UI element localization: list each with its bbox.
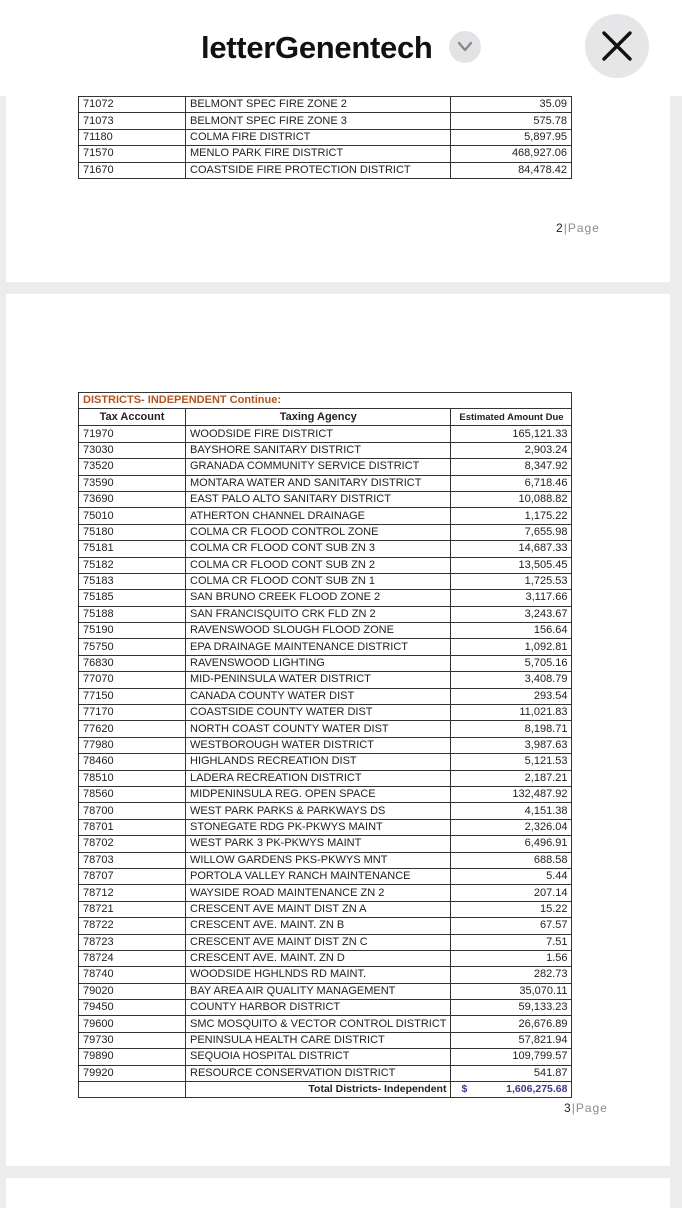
top-bar (0, 0, 682, 96)
taxing-agency-cell: WEST PARK 3 PK-PKWYS MAINT (186, 836, 451, 852)
column-header-taxing-agency: Taxing Agency (186, 409, 451, 426)
taxing-agency-cell: WESTBOROUGH WATER DISTRICT (186, 737, 451, 753)
total-currency: $ (461, 1083, 468, 1096)
table-row (79, 819, 572, 835)
tax-account-cell: 77170 (79, 705, 186, 721)
taxing-agency-cell: MID-PENINSULA WATER DISTRICT (186, 672, 451, 688)
taxing-agency-cell: SAN BRUNO CREEK FLOOD ZONE 2 (186, 590, 451, 606)
tax-account-cell: 73030 (79, 442, 186, 458)
tax-account-cell: 78721 (79, 901, 186, 917)
tax-account-cell: 71670 (79, 162, 186, 178)
amount-cell: 688.58 (451, 852, 572, 868)
taxing-agency-cell: MIDPENINSULA REG. OPEN SPACE (186, 786, 451, 802)
page-number-3 (564, 1101, 608, 1115)
tax-account-cell: 78703 (79, 852, 186, 868)
tax-account-cell: 78701 (79, 819, 186, 835)
table-row (79, 1000, 572, 1016)
tax-account-cell: 75182 (79, 557, 186, 573)
taxing-agency-cell: COLMA CR FLOOD CONT SUB ZN 2 (186, 557, 451, 573)
taxing-agency-cell: RAVENSWOOD LIGHTING (186, 655, 451, 671)
tax-account-cell: 78722 (79, 918, 186, 934)
column-header-estimated-amount: Estimated Amount Due (451, 409, 572, 426)
tax-account-cell: 78740 (79, 967, 186, 983)
taxing-agency-cell: COLMA CR FLOOD CONT SUB ZN 1 (186, 573, 451, 589)
tax-account-cell: 78560 (79, 786, 186, 802)
total-amount: 1,606,275.68 (506, 1083, 568, 1096)
table-row (79, 688, 572, 704)
taxing-agency-cell: HIGHLANDS RECREATION DIST (186, 754, 451, 770)
page-number-word: Page (575, 1101, 608, 1115)
tax-account-cell: 71072 (79, 97, 186, 113)
taxing-agency-cell: BAYSHORE SANITARY DISTRICT (186, 442, 451, 458)
amount-cell: 10,088.82 (451, 491, 572, 507)
tax-account-cell: 78723 (79, 934, 186, 950)
amount-cell: 5,705.16 (451, 655, 572, 671)
table-row (79, 1016, 572, 1032)
table-row (79, 967, 572, 983)
tax-account-cell: 71073 (79, 113, 186, 129)
tax-account-cell: 76830 (79, 655, 186, 671)
amount-cell: 3,987.63 (451, 737, 572, 753)
amount-cell: 8,347.92 (451, 459, 572, 475)
tax-account-cell: 71180 (79, 129, 186, 145)
tax-account-cell: 73590 (79, 475, 186, 491)
taxing-agency-cell: BELMONT SPEC FIRE ZONE 2 (186, 97, 451, 113)
taxing-agency-cell: BAY AREA AIR QUALITY MANAGEMENT (186, 983, 451, 999)
document-page-2 (6, 96, 670, 282)
amount-cell: 84,478.42 (451, 162, 572, 178)
taxing-agency-cell: GRANADA COMMUNITY SERVICE DISTRICT (186, 459, 451, 475)
amount-cell: 109,799.57 (451, 1049, 572, 1065)
taxing-agency-cell: MENLO PARK FIRE DISTRICT (186, 146, 451, 162)
table-row (79, 557, 572, 573)
table-row (79, 491, 572, 507)
amount-cell: 6,496.91 (451, 836, 572, 852)
tax-account-cell: 79890 (79, 1049, 186, 1065)
tax-account-cell: 78702 (79, 836, 186, 852)
taxing-agency-cell: LADERA RECREATION DISTRICT (186, 770, 451, 786)
amount-cell: 3,243.67 (451, 606, 572, 622)
amount-cell: 15.22 (451, 901, 572, 917)
tax-account-cell: 75750 (79, 639, 186, 655)
tax-account-cell: 78700 (79, 803, 186, 819)
taxing-agency-cell: WOODSIDE HGHLNDS RD MAINT. (186, 967, 451, 983)
tax-account-cell: 79920 (79, 1065, 186, 1081)
taxing-agency-cell: WEST PARK PARKS & PARKWAYS DS (186, 803, 451, 819)
taxing-agency-cell: COUNTY HARBOR DISTRICT (186, 1000, 451, 1016)
table-row (79, 639, 572, 655)
taxing-agency-cell: BELMONT SPEC FIRE ZONE 3 (186, 113, 451, 129)
amount-cell: 5,897.95 (451, 129, 572, 145)
amount-cell: 59,133.23 (451, 1000, 572, 1016)
amount-cell: 1.56 (451, 950, 572, 966)
amount-cell: 2,903.24 (451, 442, 572, 458)
section-title: DISTRICTS- INDEPENDENT Continue: (79, 393, 572, 409)
amount-cell: 3,408.79 (451, 672, 572, 688)
table-row (79, 901, 572, 917)
amount-cell: 468,927.06 (451, 146, 572, 162)
tax-account-cell: 71570 (79, 146, 186, 162)
table-row (79, 475, 572, 491)
page-number-value: 2 (556, 221, 564, 235)
document-page-4 (6, 1178, 670, 1208)
tax-account-cell: 75185 (79, 590, 186, 606)
taxing-agency-cell: RAVENSWOOD SLOUGH FLOOD ZONE (186, 623, 451, 639)
tax-account-cell: 78712 (79, 885, 186, 901)
tax-account-cell: 78510 (79, 770, 186, 786)
table-row (79, 1065, 572, 1081)
tax-account-cell: 79730 (79, 1032, 186, 1048)
amount-cell: 4,151.38 (451, 803, 572, 819)
taxing-agency-cell: CRESCENT AVE. MAINT. ZN D (186, 950, 451, 966)
amount-cell: 5,121.53 (451, 754, 572, 770)
tax-account-cell: 79450 (79, 1000, 186, 1016)
amount-cell: 132,487.92 (451, 786, 572, 802)
total-row (79, 1082, 572, 1098)
table-row (79, 655, 572, 671)
table-row (79, 770, 572, 786)
taxing-agency-cell: RESOURCE CONSERVATION DISTRICT (186, 1065, 451, 1081)
taxing-agency-cell: SMC MOSQUITO & VECTOR CONTROL DISTRICT (186, 1016, 451, 1032)
amount-cell: 207.14 (451, 885, 572, 901)
amount-cell: 293.54 (451, 688, 572, 704)
tax-account-cell: 71970 (79, 426, 186, 442)
table-row (79, 459, 572, 475)
table-row (79, 606, 572, 622)
page-number-2 (556, 221, 600, 235)
title-wrap (0, 30, 682, 66)
table-row (79, 623, 572, 639)
tax-table-page-3 (78, 392, 572, 1098)
tax-account-cell: 77980 (79, 737, 186, 753)
amount-cell: 1,725.53 (451, 573, 572, 589)
taxing-agency-cell: COASTSIDE FIRE PROTECTION DISTRICT (186, 162, 451, 178)
table-row (79, 541, 572, 557)
tax-account-cell: 75188 (79, 606, 186, 622)
tax-account-cell: 75181 (79, 541, 186, 557)
taxing-agency-cell: COLMA CR FLOOD CONT SUB ZN 3 (186, 541, 451, 557)
taxing-agency-cell: CANADA COUNTY WATER DIST (186, 688, 451, 704)
table-row (79, 803, 572, 819)
tax-account-cell: 78724 (79, 950, 186, 966)
taxing-agency-cell: COLMA FIRE DISTRICT (186, 129, 451, 145)
table-row (79, 950, 572, 966)
table-row (79, 113, 572, 129)
taxing-agency-cell: CRESCENT AVE MAINT DIST ZN C (186, 934, 451, 950)
amount-cell: 541.87 (451, 1065, 572, 1081)
table-row (79, 1032, 572, 1048)
page-number-value: 3 (564, 1101, 572, 1115)
table-row (79, 705, 572, 721)
taxing-agency-cell: EAST PALO ALTO SANITARY DISTRICT (186, 491, 451, 507)
table-row (79, 983, 572, 999)
column-header-tax-account: Tax Account (79, 409, 186, 426)
table-row (79, 868, 572, 884)
taxing-agency-cell: MONTARA WATER AND SANITARY DISTRICT (186, 475, 451, 491)
close-button[interactable] (585, 14, 649, 78)
page-number-word: Page (567, 221, 600, 235)
taxing-agency-cell: CRESCENT AVE. MAINT. ZN B (186, 918, 451, 934)
tax-table-page-2 (78, 96, 572, 179)
tax-account-cell: 75180 (79, 524, 186, 540)
table-row (79, 573, 572, 589)
document-page-3 (6, 294, 670, 1166)
amount-cell: 1,175.22 (451, 508, 572, 524)
tax-account-cell: 75190 (79, 623, 186, 639)
tax-account-cell: 75183 (79, 573, 186, 589)
amount-cell: 6,718.46 (451, 475, 572, 491)
amount-cell: 165,121.33 (451, 426, 572, 442)
table-row (79, 786, 572, 802)
amount-cell: 13,505.45 (451, 557, 572, 573)
tax-account-cell: 77620 (79, 721, 186, 737)
table-row (79, 754, 572, 770)
document-title: letterGenentech (201, 30, 433, 65)
taxing-agency-cell: ATHERTON CHANNEL DRAINAGE (186, 508, 451, 524)
taxing-agency-cell: COASTSIDE COUNTY WATER DIST (186, 705, 451, 721)
tax-account-cell: 77150 (79, 688, 186, 704)
taxing-agency-cell: COLMA CR FLOOD CONTROL ZONE (186, 524, 451, 540)
taxing-agency-cell: SAN FRANCISQUITO CRK FLD ZN 2 (186, 606, 451, 622)
table-row (79, 737, 572, 753)
table-row (79, 885, 572, 901)
table-row (79, 426, 572, 442)
amount-cell: 575.78 (451, 113, 572, 129)
tax-account-cell: 78460 (79, 754, 186, 770)
table-row (79, 442, 572, 458)
table-row (79, 918, 572, 934)
amount-cell: 11,021.83 (451, 705, 572, 721)
table-row (79, 97, 572, 113)
amount-cell: 35.09 (451, 97, 572, 113)
page-number-separator: | (563, 221, 568, 235)
amount-cell: 8,198.71 (451, 721, 572, 737)
taxing-agency-cell: PENINSULA HEALTH CARE DISTRICT (186, 1032, 451, 1048)
title-dropdown-button[interactable] (449, 31, 481, 63)
table-row (79, 672, 572, 688)
tax-account-cell: 73690 (79, 491, 186, 507)
amount-cell: 3,117.66 (451, 590, 572, 606)
table-row (79, 146, 572, 162)
tax-account-cell: 79020 (79, 983, 186, 999)
amount-cell: 5.44 (451, 868, 572, 884)
close-icon (601, 30, 633, 62)
amount-cell: 57,821.94 (451, 1032, 572, 1048)
total-label: Total Districts- Independent (186, 1082, 451, 1098)
taxing-agency-cell: SEQUOIA HOSPITAL DISTRICT (186, 1049, 451, 1065)
amount-cell: 14,687.33 (451, 541, 572, 557)
tax-account-cell: 73520 (79, 459, 186, 475)
amount-cell: 7.51 (451, 934, 572, 950)
amount-cell: 26,676.89 (451, 1016, 572, 1032)
taxing-agency-cell: WILLOW GARDENS PKS-PKWYS MNT (186, 852, 451, 868)
table-row (79, 590, 572, 606)
taxing-agency-cell: CRESCENT AVE MAINT DIST ZN A (186, 901, 451, 917)
taxing-agency-cell: WOODSIDE FIRE DISTRICT (186, 426, 451, 442)
amount-cell: 35,070.11 (451, 983, 572, 999)
table-row (79, 508, 572, 524)
taxing-agency-cell: NORTH COAST COUNTY WATER DIST (186, 721, 451, 737)
amount-cell: 156.64 (451, 623, 572, 639)
taxing-agency-cell: EPA DRAINAGE MAINTENANCE DISTRICT (186, 639, 451, 655)
amount-cell: 1,092.81 (451, 639, 572, 655)
amount-cell: 2,326.04 (451, 819, 572, 835)
table-row (79, 524, 572, 540)
table-row (79, 721, 572, 737)
table-row (79, 934, 572, 950)
amount-cell: 67.57 (451, 918, 572, 934)
amount-cell: 282.73 (451, 967, 572, 983)
table-row (79, 836, 572, 852)
table-row (79, 852, 572, 868)
tax-account-cell: 77070 (79, 672, 186, 688)
tax-account-cell: 78707 (79, 868, 186, 884)
table-row (79, 1049, 572, 1065)
taxing-agency-cell: PORTOLA VALLEY RANCH MAINTENANCE (186, 868, 451, 884)
amount-cell: 7,655.98 (451, 524, 572, 540)
tax-account-cell: 75010 (79, 508, 186, 524)
table-row (79, 162, 572, 178)
amount-cell: 2,187.21 (451, 770, 572, 786)
chevron-down-icon (457, 40, 473, 54)
page-number-separator: | (571, 1101, 576, 1115)
tax-account-cell: 79600 (79, 1016, 186, 1032)
taxing-agency-cell: WAYSIDE ROAD MAINTENANCE ZN 2 (186, 885, 451, 901)
total-empty-cell (79, 1082, 186, 1098)
taxing-agency-cell: STONEGATE RDG PK-PKWYS MAINT (186, 819, 451, 835)
total-amount-cell (451, 1082, 572, 1098)
table-row (79, 129, 572, 145)
